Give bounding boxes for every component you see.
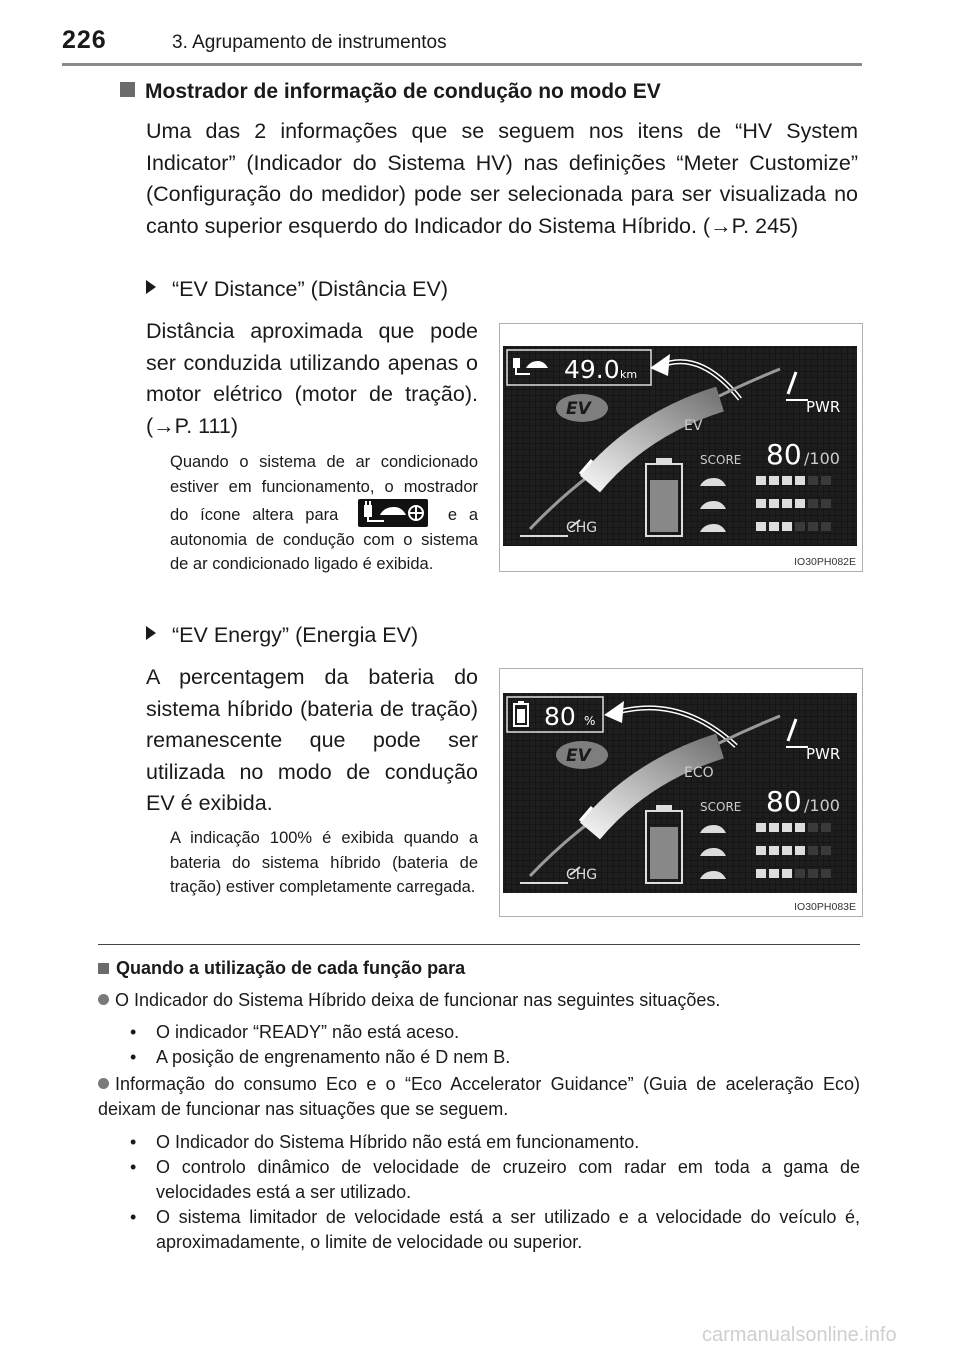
svg-text:/100: /100: [804, 449, 840, 468]
ev-badge-icon: [556, 741, 608, 769]
svg-text:CHG: CHG: [566, 520, 598, 536]
svg-text:km: km: [620, 368, 638, 381]
svg-text:/100: /100: [804, 796, 840, 815]
chapter-title: 3. Agrupamento de instrumentos: [172, 32, 447, 53]
header-divider: [62, 63, 862, 66]
square-bullet-icon: [120, 82, 135, 97]
note-sublist: [126, 1130, 860, 1255]
svg-text:CHG: CHG: [566, 867, 598, 883]
item-ev-distance-label: “EV Distance” (Distância EV): [146, 277, 448, 302]
plug-car-fan-icon: [358, 499, 428, 527]
svg-text:80: 80: [766, 438, 802, 471]
notes-title: Quando a utilização de cada função para: [98, 958, 465, 979]
figure-ev-distance: [499, 323, 863, 572]
figure-code: IO30PH083E: [794, 901, 856, 913]
note-item: O Indicador do Sistema Híbrido deixa de funcionar nas seguintes situações.: [98, 988, 860, 1013]
item-ev-energy-label: “EV Energy” (Energia EV): [146, 623, 418, 648]
circle-bullet-icon: [98, 994, 109, 1005]
list-item: • O controlo dinâmico de velocidade de cruzeiro com radar em toda a gama de velocidades está a ser utilizado.: [126, 1155, 860, 1205]
circle-bullet-icon: [98, 1078, 109, 1089]
section-title: Mostrador de informação de condução no modo EV: [120, 80, 661, 104]
svg-text:EV: EV: [566, 746, 591, 766]
item-ev-distance-note: Quando o sistema de ar condicionado estiver em funcionamento, o mostrador do ícone altera para e a autonomia de condução com o sistema de ar condicionado ligado é exibida.: [170, 453, 479, 573]
arrow-bullet-icon: [146, 280, 156, 294]
arrow-bullet-icon: [146, 626, 156, 640]
svg-text:EV: EV: [684, 418, 703, 434]
ev-badge-icon: [556, 394, 608, 422]
watermark: carmanualsonline.info: [702, 1324, 897, 1346]
hybrid-system-indicator-display: [500, 669, 862, 916]
figure-code: IO30PH082E: [794, 556, 856, 568]
square-bullet-icon: [98, 963, 109, 974]
svg-text:SCORE: SCORE: [700, 453, 742, 467]
section-divider: [98, 944, 860, 945]
list-item: • A posição de engrenamento não é D nem B.: [126, 1045, 860, 1070]
svg-text:49.0: 49.0: [564, 355, 620, 384]
figure-ev-energy: [499, 668, 863, 917]
hybrid-system-indicator-display: [500, 324, 862, 571]
note-sublist: [126, 1020, 860, 1070]
svg-text:PWR: PWR: [806, 745, 841, 763]
item-ev-distance-description: Distância aproximada que pode ser conduzida utilizando apenas o motor elétrico (motor de tração). (→P. 111): [146, 319, 478, 438]
svg-text:%: %: [584, 714, 596, 728]
svg-text:PWR: PWR: [806, 398, 841, 416]
list-item: • O indicador “READY” não está aceso.: [126, 1020, 860, 1045]
svg-text:EV: EV: [566, 399, 591, 419]
item-ev-energy-description: A percentagem da bateria do sistema híbrido (bateria de tração) remanescente que pode ser utilizada no modo de condução EV é exibida.: [146, 665, 478, 815]
svg-text:SCORE: SCORE: [700, 800, 742, 814]
page-number: 226: [62, 26, 107, 54]
note-item: Informação do consumo Eco e o “Eco Accelerator Guidance” (Guia de aceleração Eco) deixam de funcionar nas situações que se seguem.: [98, 1074, 860, 1119]
svg-text:80: 80: [544, 702, 576, 731]
svg-text:80: 80: [766, 785, 802, 818]
svg-text:ECO: ECO: [684, 765, 714, 781]
intro-paragraph: Uma das 2 informações que se seguem nos itens de “HV System Indicator” (Indicador do Sistema HV) nas definições “Meter Customize” (Configuração do medidor) pode ser selecionada para ser visualizada no canto superior esquerdo do Indicador do Sistema Híbrido. (→P. 245): [146, 119, 858, 238]
item-ev-energy-note: A indicação 100% é exibida quando a bateria do sistema híbrido (bateria de tração) estiver completamente carregada.: [170, 829, 478, 896]
list-item: • O Indicador do Sistema Híbrido não está em funcionamento.: [126, 1130, 860, 1155]
list-item: • O sistema limitador de velocidade está a ser utilizado e a velocidade do veículo é, aproximadamente, o limite de velocidade ou superior.: [126, 1205, 860, 1255]
